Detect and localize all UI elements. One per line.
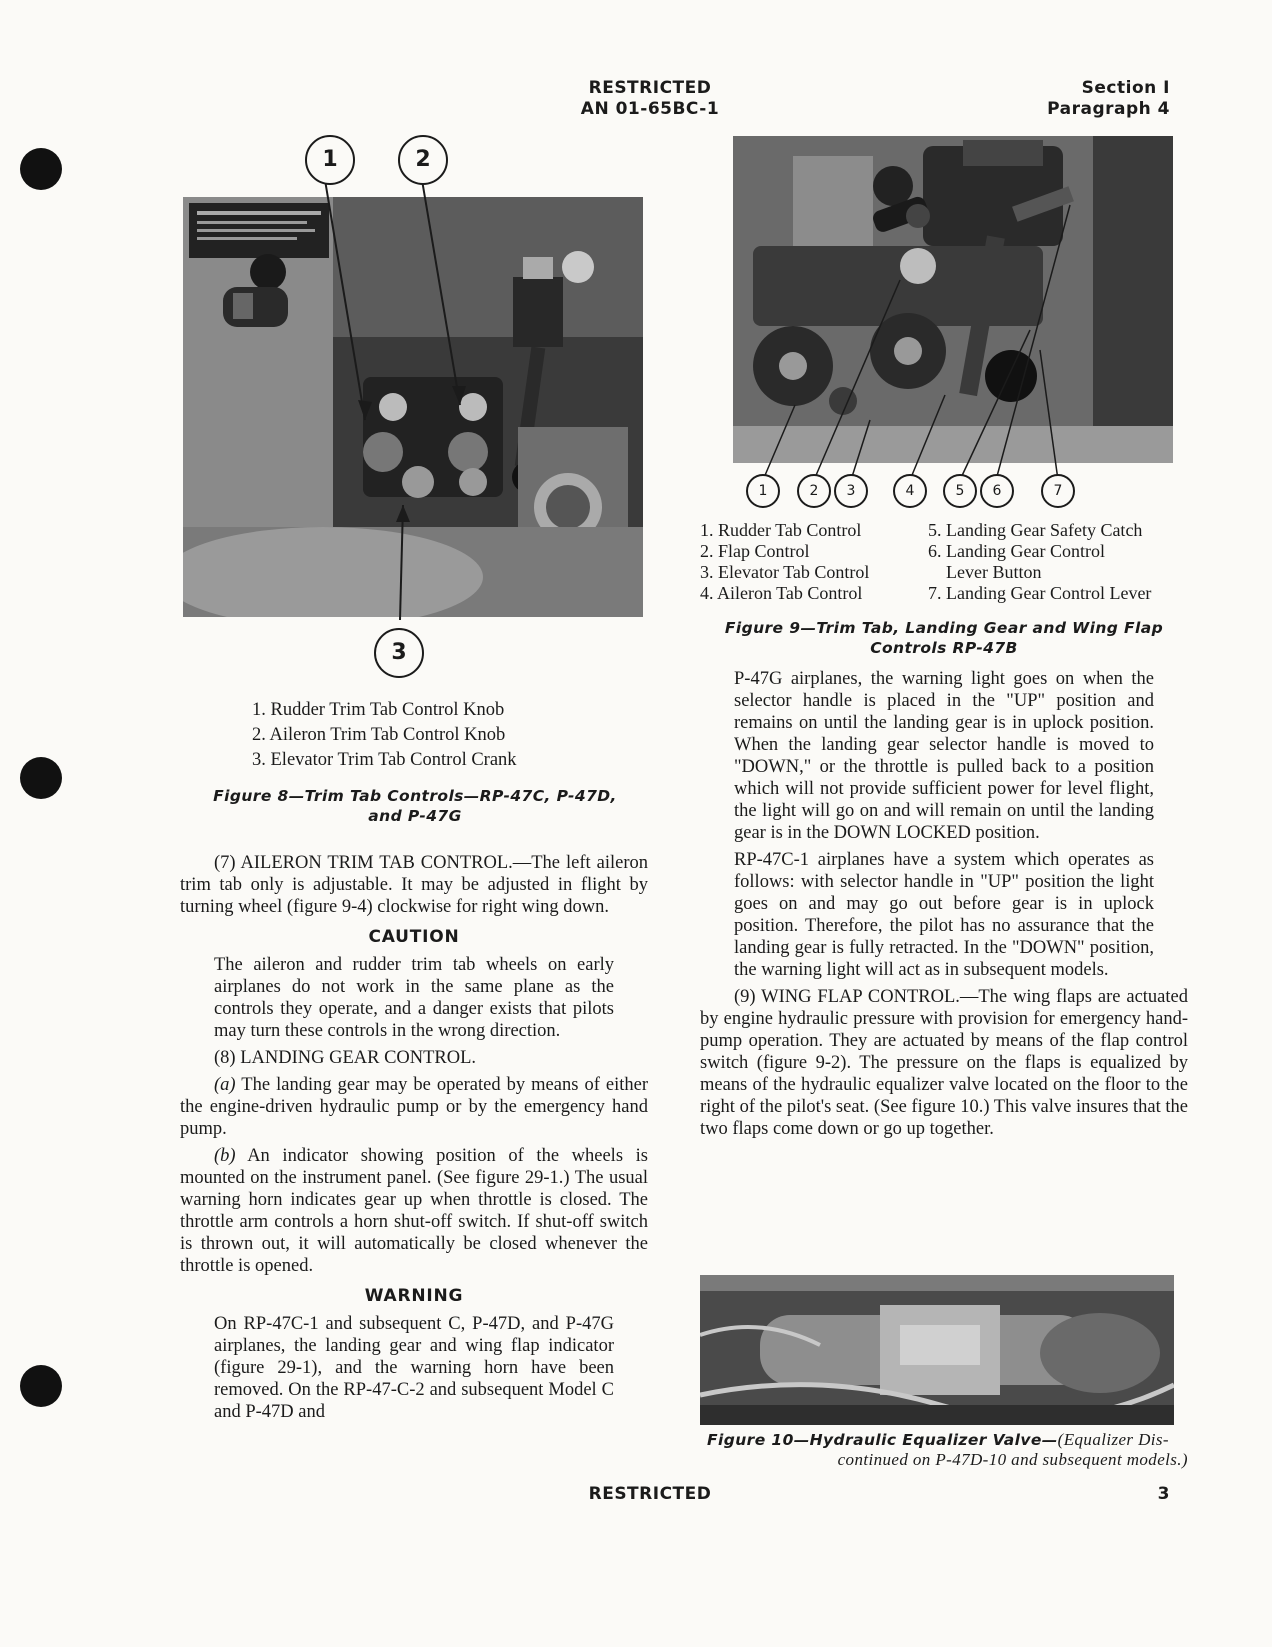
figure9-caption bbox=[700, 618, 1188, 658]
figure8-legend-item-1: 1. Rudder Trim Tab Control Knob bbox=[252, 700, 505, 720]
figure8-caption-line2: and P-47G bbox=[368, 807, 462, 825]
figure9-callout-6: 6 bbox=[980, 474, 1014, 508]
header-restricted: RESTRICTED bbox=[588, 78, 712, 98]
figure9-callout-4: 4 bbox=[893, 474, 927, 508]
figure9-callout-5: 5 bbox=[943, 474, 977, 508]
figure9-legend-item-3: 3. Elevator Tab Control bbox=[700, 562, 870, 582]
warning-heading: WARNING bbox=[364, 1286, 464, 1306]
paragraph-8b-label: (b) bbox=[214, 1146, 236, 1166]
figure9-caption-line2: Controls RP-47B bbox=[870, 639, 1018, 657]
rp47c1-text: RP-47C-1 airplanes have a system which operates as follows: with selector handle in "UP" position the light goes on and may go out before gear is in uplock position. Therefore, the pilot has no assurance that the landing gear is fully retracted. In the "DOWN" position, the warning light will act as in subsequent models. bbox=[734, 850, 1154, 980]
figure9-callout-7: 7 bbox=[1041, 474, 1075, 508]
header-doc-number: AN 01-65BC-1 bbox=[580, 99, 720, 119]
figure9-legend-item-2: 2. Flap Control bbox=[700, 541, 810, 561]
right-column bbox=[700, 668, 1188, 1145]
caution-text: The aileron and rudder trim tab wheels on early airplanes do not work in the same plane as the controls they operate, and a danger exists that pilots may turn these controls in the wrong direction. bbox=[214, 955, 614, 1041]
figure9-caption-line1: Figure 9—Trim Tab, Landing Gear and Wing Flap bbox=[724, 619, 1164, 637]
left-column bbox=[180, 852, 648, 1428]
figure9-callout-3: 3 bbox=[834, 474, 868, 508]
paragraph-8b-text: An indicator showing position of the wheels is mounted on the instrument panel. (See figure 29-1.) The usual warning horn indicates gear up when throttle is closed. The throttle arm controls a horn shut-off switch. If shut-off switch is thrown out, it will automatically be closed whenever the throttle is opened. bbox=[180, 1146, 648, 1276]
figure9-legend-item-4: 4. Aileron Tab Control bbox=[700, 583, 863, 603]
figure9-legend-item-7: 7. Landing Gear Control Lever bbox=[928, 583, 1152, 603]
paragraph-8a-label: (a) bbox=[214, 1075, 236, 1095]
figure9-legend-item-1: 1. Rudder Tab Control bbox=[700, 520, 862, 540]
figure10-caption-italic-2: continued on P-47D-10 and subsequent models.) bbox=[837, 1450, 1188, 1469]
figure10-caption-bold: Figure 10—Hydraulic Equalizer Valve— bbox=[707, 1431, 1058, 1449]
figure9-legend-item-5: 5. Landing Gear Safety Catch bbox=[928, 520, 1143, 540]
paragraph-8-landing-gear: (8) LANDING GEAR CONTROL. bbox=[214, 1048, 477, 1068]
figure10-caption-line1 bbox=[688, 1430, 1188, 1450]
figure8-legend-item-2: 2. Aileron Trim Tab Control Knob bbox=[252, 725, 506, 745]
paragraph-8b bbox=[180, 1145, 648, 1277]
figure10-caption-italic-1: (Equalizer Dis- bbox=[1057, 1430, 1169, 1449]
figure10-caption bbox=[688, 1430, 1188, 1470]
footer-restricted: RESTRICTED bbox=[588, 1484, 712, 1504]
figure9-legend-right bbox=[928, 520, 1188, 604]
figure9-legend-left bbox=[700, 520, 920, 604]
figure8-legend-item-3: 3. Elevator Trim Tab Control Crank bbox=[252, 750, 517, 770]
figure10-photo bbox=[700, 1275, 1174, 1425]
figure8-callout-3: 3 bbox=[374, 628, 424, 678]
figure8-callout-1: 1 bbox=[305, 135, 355, 185]
paragraph-9-wing-flap: (9) WING FLAP CONTROL.—The wing flaps are actuated by engine hydraulic pressure with provision for emergency hand-pump operation. They are actuated by means of the flap control switch (figure 9-2). The pressure on the flaps is equalized by means of the hydraulic equalizer valve located on the floor to the right of the pilot's seat. (See figure 10.) This valve insures that the two flaps come down or go up together. bbox=[700, 987, 1188, 1139]
figure9-legend-item-6-cont: Lever Button bbox=[946, 562, 1042, 582]
header-section: Section I bbox=[1081, 78, 1170, 98]
paragraph-8a bbox=[180, 1074, 648, 1140]
paragraph-8a-text: The landing gear may be operated by means of either the engine-driven hydraulic pump or by the emergency hand pump. bbox=[180, 1075, 649, 1139]
caution-heading: CAUTION bbox=[368, 927, 460, 947]
figure10-photo-illustration bbox=[700, 1275, 1174, 1425]
figure8-caption-line1: Figure 8—Trim Tab Controls—RP-47C, P-47D, bbox=[213, 787, 617, 805]
figure9-callout-2: 2 bbox=[797, 474, 831, 508]
warning-text-continued: P-47G airplanes, the warning light goes on when the selector handle is placed in the "UP" position and remains on until the landing gear is in uplock position. When the landing gear selector handle is moved to "DOWN," or the throttle is pulled back to a position which will not provide sufficient power for level flight, the light will go on and will remain on until the landing gear is in the DOWN LOCKED position. bbox=[734, 669, 1154, 843]
figure9-callout-1: 1 bbox=[746, 474, 780, 508]
paragraph-7-aileron: (7) AILERON TRIM TAB CONTROL.—The left aileron trim tab only is adjustable. It may be adjusted in flight by turning wheel (figure 9-4) clockwise for right wing down. bbox=[180, 853, 648, 917]
header-paragraph: Paragraph 4 bbox=[1047, 99, 1170, 119]
warning-text: On RP-47C-1 and subsequent C, P-47D, and P-47G airplanes, the landing gear and wing flap indicator (figure 29-1), and the warning horn have been removed. On the RP-47-C-2 and subsequent Model C and P-47D and bbox=[214, 1314, 614, 1422]
figure9-legend-item-6: 6. Landing Gear Control bbox=[928, 541, 1105, 561]
page-number: 3 bbox=[1157, 1484, 1170, 1504]
figure8-callout-2: 2 bbox=[398, 135, 448, 185]
